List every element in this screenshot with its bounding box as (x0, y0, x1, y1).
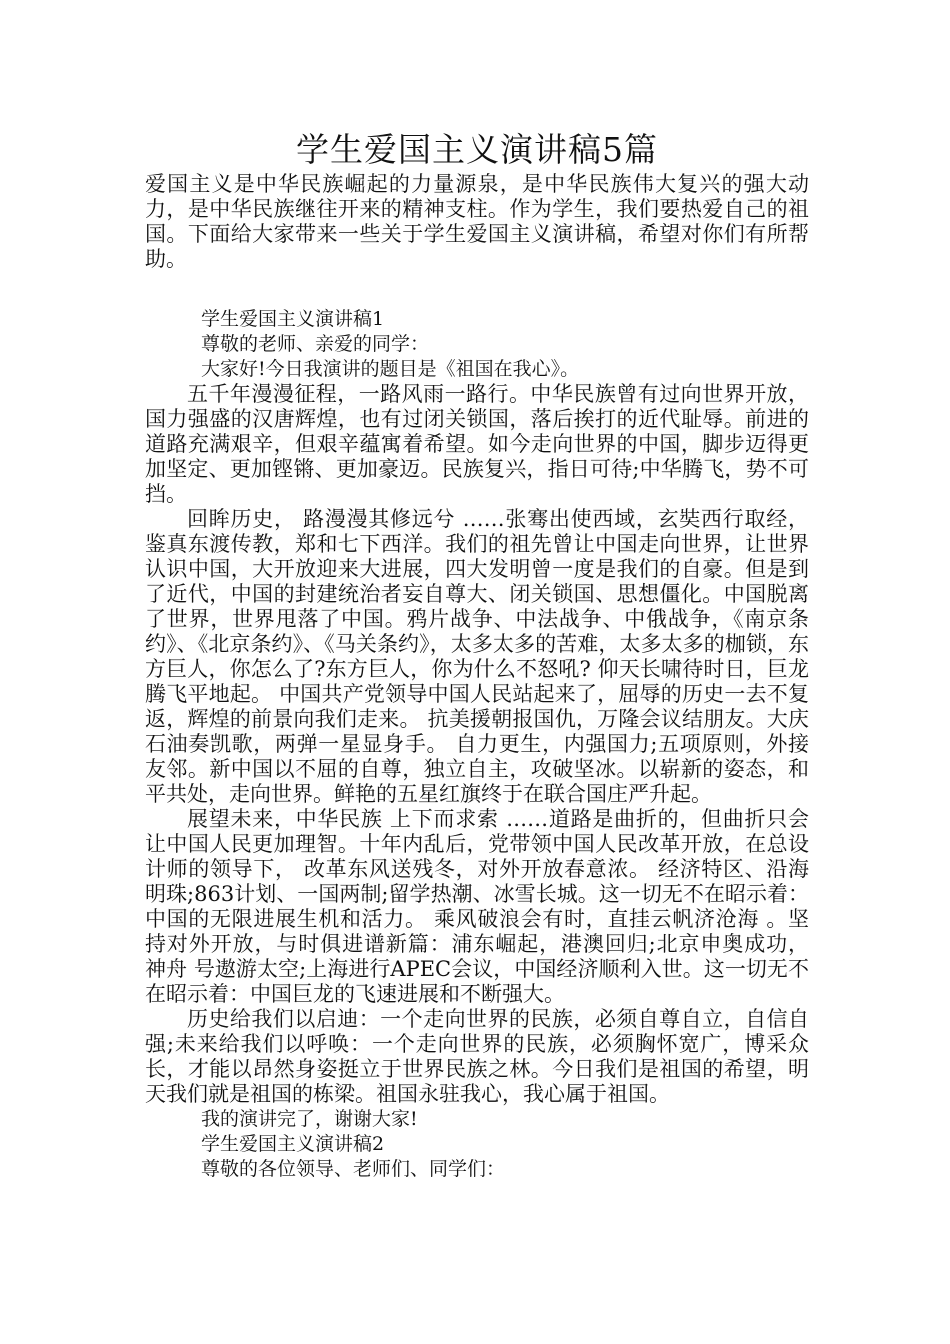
speech1-paragraph-2: 回眸历史， 路漫漫其修远兮 ……张骞出使西域，玄奘西行取经，鉴真东渡传教，郑和七下西洋。我们的祖先曾让中国走向世界，让世界认识中国，大开放迎来大进展，四大发明曾一度是我们的自豪。但是到了近代，中国的封建统治者妄自尊大、闭关锁国、思想僵化。中国脱离了世界，世界甩落了中国。鸦片战争、中法战争、中俄战争，《南京条约》、《北京条约》、《马关条约》，太多太多的苦难，太多太多的枷锁，东方巨人，你怎么了?东方巨人，你为什么不怒吼? 仰天长啸待时日，巨龙腾飞平地起。 中国共产党领导中国人民站起来了，屈辱的历史一去不复返，辉煌的前景向我们走来。 抗美援朝报国仇，万隆会议结朋友。大庆石油奏凯歌，两弹一星显身手。 自力更生，内强国力;五项原则，外接友邻。新中国以不屈的自尊，独立自主，攻破坚冰。以崭新的姿态，和平共处，走向世界。鲜艳的五星红旗终于在联合国庄严升起。 (145, 507, 809, 806)
speech1-paragraph-1: 五千年漫漫征程，一路风雨一路行。中华民族曾有过向世界开放，国力强盛的汉唐辉煌，也有过闭关锁国，落后挨打的近代耻辱。前进的道路充满艰辛，但艰辛蕴寓着希望。如今走向世界的中国，脚步迈得更加坚定、更加铿锵、更加豪迈。民族复兴，指日可待;中华腾飞，势不可挡。 (145, 382, 809, 506)
intro-paragraph: 爱国主义是中华民族崛起的力量源泉，是中华民族伟大复兴的强大动力，是中华民族继往开来的精神支柱。作为学生，我们要热爱自己的祖国。下面给大家带来一些关于学生爱国主义演讲稿，希望对你们有所帮助。 (145, 172, 809, 271)
speech2-heading: 学生爱国主义演讲稿2 (201, 1133, 385, 1155)
speech1-greeting: 大家好!今日我演讲的题目是《祖国在我心》。 (201, 358, 580, 380)
speech1-paragraph-3: 展望未来，中华民族 上下而求索 ……道路是曲折的，但曲折只会让中国人民更加理智。十年内乱后，党带领中国人民改革开放，在总设计师的领导下， 改革东风送残冬，对外开放春意浓。 经济特区、沿海明珠;863计划、一国两制;留学热潮、冰雪长城。这一切无不在昭示着：中国的无限进展生机和活力。 乘风破浪会有时，直挂云帆济沧海 。坚持对外开放，与时俱进谱新篇：浦东崛起，港澳回归;北京申奥成功， 神舟 号遨游太空;上海进行APEC会议，中国经济顺利入世。这一切无不在昭示着：中国巨龙的飞速进展和不断强大。 (145, 807, 809, 1006)
speech1-salutation: 尊敬的老师、亲爱的同学： (201, 333, 430, 355)
speech2-salutation: 尊敬的各位领导、老师们、同学们： (201, 1158, 506, 1180)
speech1-heading: 学生爱国主义演讲稿1 (201, 308, 385, 330)
document-page (145, 128, 809, 1182)
speech1-closing: 我的演讲完了，谢谢大家! (201, 1108, 418, 1130)
speech1-paragraph-4: 历史给我们以启迪：一个走向世界的民族，必须自尊自立，自信自强;未来给我们以呼唤：一个走向世界的民族，必须胸怀宽广，博采众长，才能以昂然身姿挺立于世界民族之林。今日我们是祖国的希望，明天我们就是祖国的栋梁。祖国永驻我心，我心属于祖国。 (145, 1007, 809, 1106)
document-title: 学生爱国主义演讲稿5篇 (296, 130, 658, 169)
